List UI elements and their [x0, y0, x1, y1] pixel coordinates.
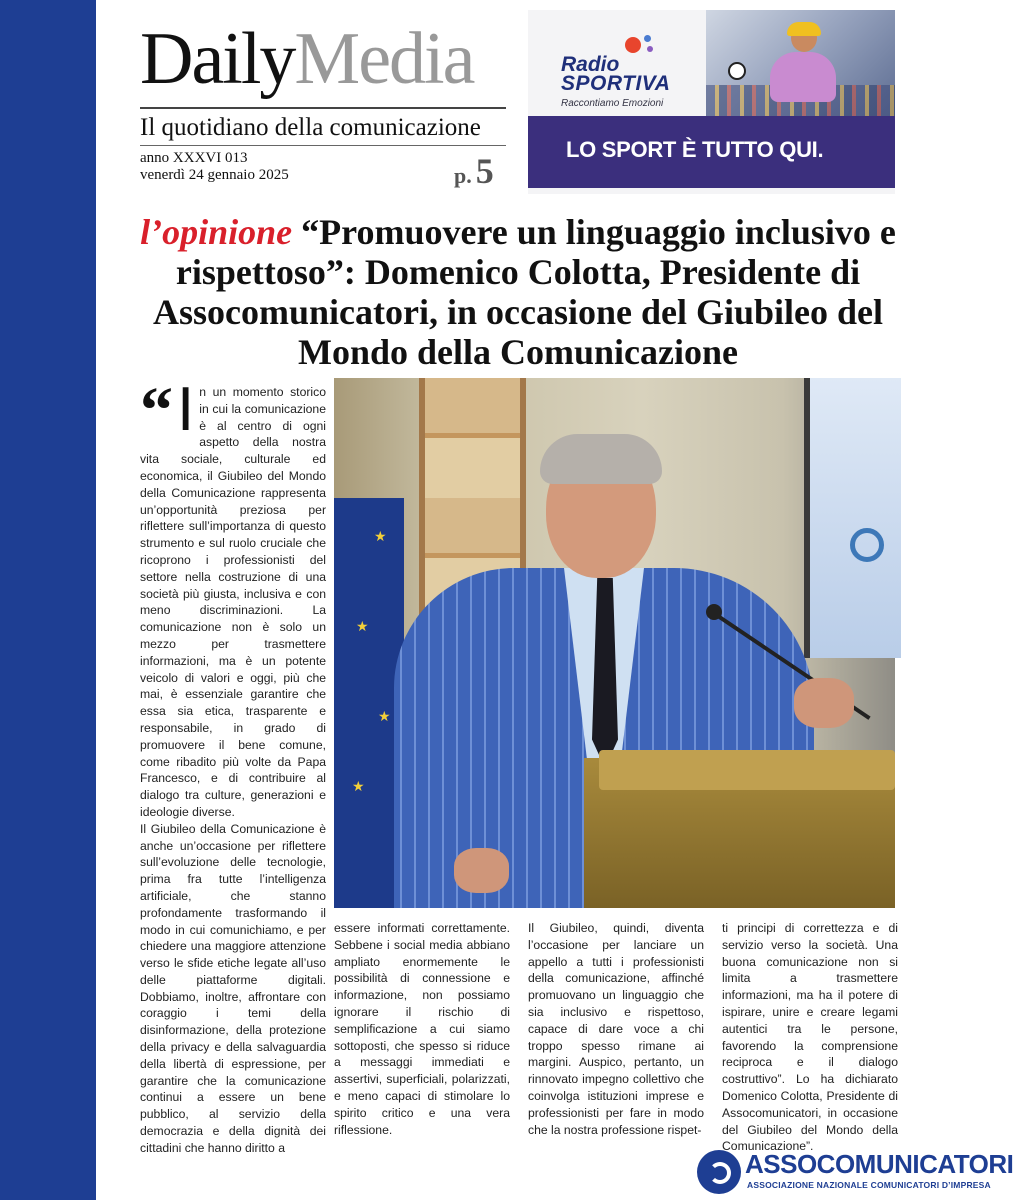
radio-sportiva-ad[interactable]	[528, 10, 895, 194]
ad-sports-photo	[706, 10, 895, 125]
flag-star-icon: ★	[352, 778, 365, 794]
article-headline	[140, 212, 896, 372]
issue-date: venerdì 24 gennaio 2025	[140, 167, 289, 183]
article-kicker: l’opinione	[140, 212, 293, 252]
issue-number: anno XXXVI 013	[140, 150, 248, 166]
article-column-1	[140, 374, 326, 1157]
soccer-ball-icon	[728, 62, 746, 80]
microphone-icon	[706, 604, 722, 620]
masthead-rule-thin	[140, 145, 506, 146]
logo-daily: Daily	[140, 18, 295, 100]
flag-star-icon: ★	[374, 528, 387, 544]
opening-quote-mark: “	[140, 374, 173, 447]
podium-top	[599, 750, 895, 790]
radio-logo-icon	[625, 37, 641, 53]
projection-screen	[804, 378, 901, 658]
ad-brand-sportiva: SPORTIVA	[561, 72, 671, 95]
article-paragraph: ti principi di correttezza e di servizio verso la società. Una buona comunicazione non si limita a trasmettere informazioni, ma ha il potere di ispirare, unire e creare legami autentici tra le persone, favorendo la comprensione reciproca e il dialogo costruttivo”. Lo ha dichiarato Domenico Colotta, Presidente di Assocomunicatori, in occasione del Giubileo del Mondo della Comunicazione”.	[722, 921, 898, 1154]
screen-logo-icon	[850, 528, 884, 562]
ad-brand-radio: Radio	[561, 53, 620, 76]
article-column-4	[722, 920, 898, 1155]
flag-star-icon: ★	[378, 708, 391, 724]
page-number-value: 5	[475, 151, 494, 191]
article-paragraph: Il Giubileo della Comunicazione è anche un’occasione per riflettere sull’evoluzione delle tecnologie, prima fra tutte l’intelligenza artificiale, che stanno profondamente trasformando il modo in cui comunichiamo, e per chiedere una maggiore attenzione verso le sfide etiche legate all’uso delle piattaforme digitali. Dobbiamo, inoltre, affrontare con coraggio i temi della disinformazione, della protezione della privacy e della salvaguardia della libertà di espressione, per garantire che la comunicazione continui a essere un bene pubblico, al servizio della democrazia e della dignità dei cittadini che hanno diritto a	[140, 821, 326, 1155]
speaker-hand	[454, 848, 509, 893]
page-prefix: p.	[454, 163, 472, 188]
speaker-hand	[794, 678, 854, 728]
radio-logo-dot	[647, 46, 653, 52]
speaker-hair	[540, 434, 662, 484]
drop-cap: I	[177, 375, 195, 444]
article-paragraph: n un momento storico in cui la comunicazione è al centro di ogni aspetto della nostra vita sociale, culturale ed economica, il Giubileo del Mondo della Comunicazione rappresenta un’opportunità preziosa per riflettere sull’importanza di questo strumento e sul ruolo cruciale che ricoprono i professionisti del settore nella costruzione di una società più giusta, inclusiva e con meno discriminazioni. La comunicazione non è solo un mezzo per trasmettere informazioni, ma è un potente veicolo di valori e oggi, più che mai, è essenziale garantire che essa sia etica, trasparente e responsabile, in grado di promuovere il bene comune, come ribadito più volte da Papa Francesco, e di contribuire al dialogo tra culture, generazioni e ideologie diverse.	[140, 385, 326, 819]
footer-org-name: ASSOCOMUNICATORI	[745, 1149, 1013, 1179]
issue-info	[140, 150, 289, 184]
masthead-tagline: Il quotidiano della comunicazione	[140, 114, 481, 141]
logo-media: Media	[294, 18, 474, 100]
article-paragraph: Il Giubileo, quindi, diventa l’occasione per lanciare un appello a tutti i professionisti della comunicazione, affinché promuovano un linguaggio che sia inclusivo e rispettoso, capace di dare voce a chi troppo spesso rimane ai margini. Auspico, pertanto, un rinnovato impegno collettivo che coinvolga istituzioni imprese e professionisti per fare in modo che la nostra professione rispet-	[528, 921, 704, 1137]
flag-star-icon: ★	[356, 618, 369, 634]
radio-logo-dot	[644, 35, 651, 42]
left-sidebar-band	[0, 0, 96, 1200]
article-column-3	[528, 920, 704, 1138]
footer-org-subtitle: ASSOCIAZIONE NAZIONALE COMUNICATORI D’IMPRESA	[747, 1180, 991, 1190]
article-paragraph: essere informati correttamente. Sebbene i social media abbiano ampliato enormemente le possibilità di connessione e informazione, non possiamo ignorare il rischio di semplificazione a cui siamo sottoposti, che spesso si riduce a messaggi immediati e assertivi, superficiali, polarizzati, e meno capaci di stimolare lo spirito critico e una vera riflessione.	[334, 921, 510, 1137]
page-number	[454, 150, 494, 192]
logo-signal-icon	[709, 1162, 731, 1184]
ad-banner-text: LO SPORT È TUTTO QUI.	[566, 137, 824, 162]
cyclist-helmet	[787, 22, 821, 36]
article-column-2	[334, 920, 510, 1138]
ad-slogan: Raccontiamo Emozioni	[561, 98, 664, 109]
speaker-photo	[334, 378, 895, 908]
article-title: “Promuovere un linguaggio inclusivo e rispettoso”: Domenico Colotta, Presidente di Assocomunicatori, in occasione del Giubileo del Mondo della Comunicazione	[152, 212, 896, 372]
masthead-rule	[140, 107, 506, 109]
masthead-logo	[140, 18, 474, 100]
cyclist-figure	[770, 52, 836, 102]
